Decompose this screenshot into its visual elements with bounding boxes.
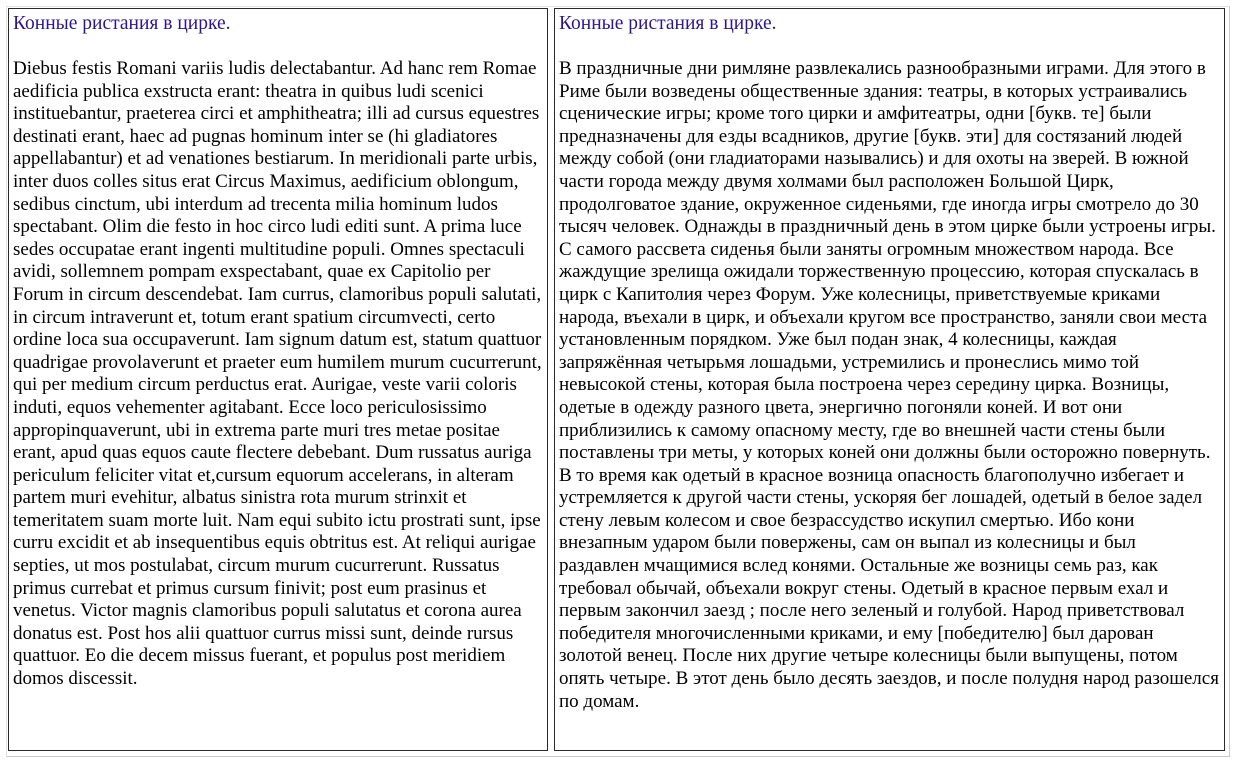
latin-text: Diebus festis Romani variis ludis delectabantur. Ad hanc rem Romae aedificia publica exstructa erant: theatra in quibus ludi scenici instituebantur, praeterea circi et amphitheatra; illi ad cursus equestres destinati erant, haec ad pugnas hominum inter se (hi gladiatores appellabantur) et ad venationes bestiarum. In meridionali parte urbis, inter duos colles situs erat Circus Maximus, aedificium oblongum, sedibus cinctum, ubi interdum ad trecenta milia hominum ludos spectabant. Olim die festo in hoc circo ludi editi sunt. A prima luce sedes occupatae erant ingenti multitudine populi. Omnes spectaculi avidi, sollemnem pompam exspectabant, quae ex Capitolio per Forum in circum descendebat. Iam currus, clamoribus populi salutati, in circum intraverunt et, totum erant spatium circumvecti, certo ordine loca sua occupaverunt. Iam signum datum est, statum quattuor quadrigae provolaverunt et praeter eum humilem murum cucurrerunt, qui per medium circum perductus erat. Aurigae, veste varii coloris induti, equos vehementer agitabant. Ecce loco periculosissimo appropinquaverunt, ubi in extrema parte muri tres metae positae erant, apud quas equos caute flectere debebant. Dum russatus auriga periculum feliciter vitat et,cursum equorum accelerans, in alteram partem muri evehitur, albatus sinistra rota murum strinxit et temeritatem suam morte luit. Nam equi subito ictu prostrati sunt, ipse curru excidit et ab insequentibus equis obtritus est. At reliqui aurigae septies, ut mos postulabat, circum murum cucurrerunt. Russatus primus currebat et primus cursum finivit; post eum prasinus et venetus. Victor magnis clamoribus populi salutatus et corona aurea donatus est. Post hos alii quattuor currus missi sunt, deinde rursus quattuor. Eo die decem missus fuerant, et populus post meridiem domos discessit. <box>13 58 542 690</box>
russian-text: В праздничные дни римляне развлекались разнообразными играми. Для этого в Риме были возведены общественные здания: театры, в которых устраивались сценические игры; кроме того цирки и амфитеатры, одни [букв. те] были предназначены для езды всадников, другие [букв. эти] для состязаний людей между собой (они гладиаторами назывались) и для охоты на зверей. В южной части города между двумя холмами был расположен Большой Цирк, продолговатое здание, окруженное сиденьями, где иногда игры смотрело до 30 тысяч человек. Однажды в праздничный день в этом цирке были устроены игры. С самого рассвета сиденья были заняты огромным множеством народа. Все жаждущие зрелища ожидали торжественную процессию, которая спускалась в цирк с Капитолия через Форум. Уже колесницы, приветствуемые криками народа, въехали в цирк, и объехали кругом все пространство, заняли свои места установленным порядком. Уже был подан знак, 4 колесницы, каждая запряжённая четырьмя лошадьми, устремились и пронеслись мимо той невысокой стены, которая была построена через середину цирка. Возницы, одетые в одежду разного цвета, энергично погоняли коней. И вот они приблизились к самому опасному месту, где во внешней части стены были поставлены три меты, у которых коней они должны были осторожно повернуть. В то время как одетый в красное возница опасность благополучно избегает и устремляется к другой части стены, ускоряя бег лошадей, одетый в белое задел стену левым колесом и свое безрассудство искупил смертью. Ибо кони внезапным ударом были повержены, сам он выпал из колесницы и был раздавлен мчащимися вслед конями. Остальные же возницы семь раз, как требовал обычай, объехали вокруг стены. Одетый в красное первым ехал и первым закончил заезд ; после него зеленый и голубой. Народ приветствовал победителя многочисленными криками, и ему [победителю] был дарован золотой венец. После них другие четыре колесницы были выпущены, потом опять четыре. В этот день было десять заездов, и после полудня народ разошелся по домам. <box>559 58 1219 712</box>
latin-column-cell <box>8 8 548 751</box>
latin-column-title: Конные ристания в цирке. <box>13 13 231 34</box>
russian-column-title: Конные ристания в цирке. <box>559 13 777 34</box>
two-column-table <box>6 6 1230 757</box>
russian-column-cell <box>554 8 1225 751</box>
